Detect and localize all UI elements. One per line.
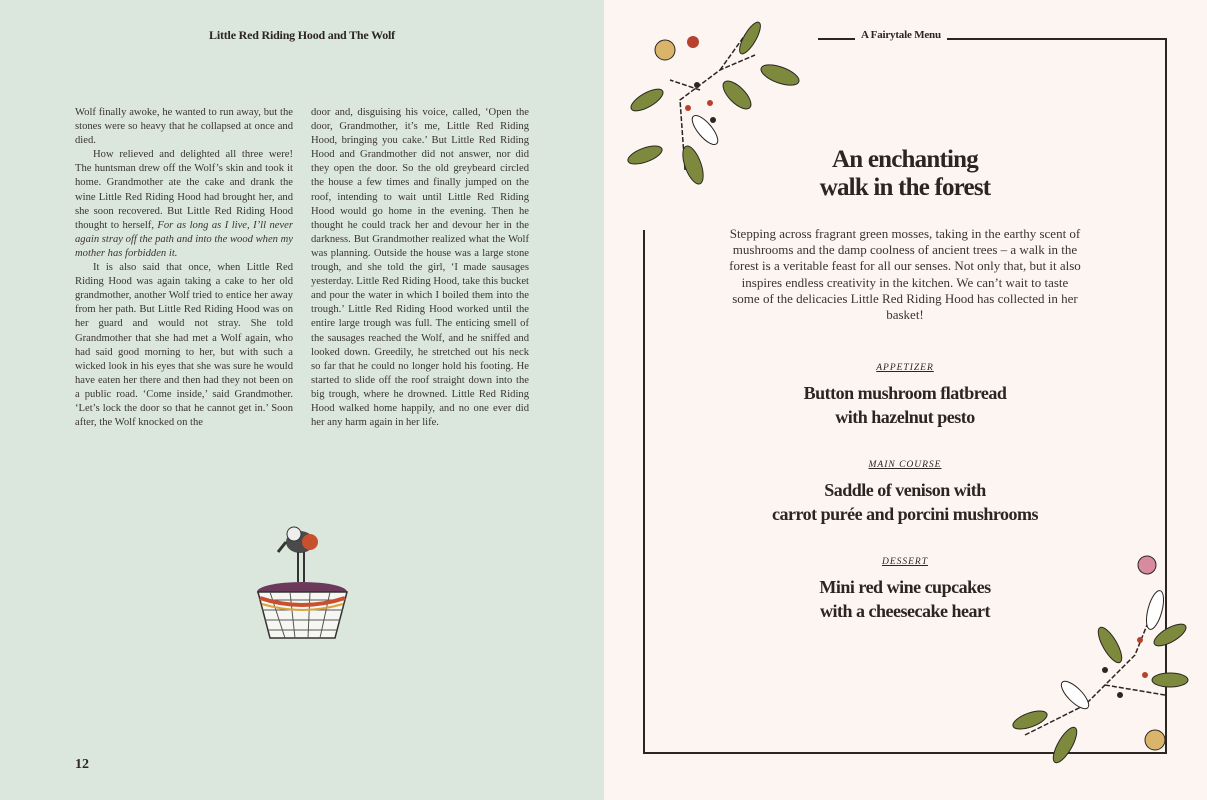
intro-text: Stepping across fragrant green mosses, taking in the earthy scent of mushrooms and the damp coolness of ancient trees – a walk in the forest is a veritable feast for all our senses. Not only that, but it also inspires endless creativity in the kitchen. We can’t wait to taste some of the delicacies Little Red Riding Hood has collected in her basket!	[729, 226, 1081, 323]
text-column-1	[75, 106, 293, 430]
page-title	[705, 146, 1105, 202]
paragraph	[75, 148, 293, 261]
paragraph: It is also said that once, when Little Red Riding Hood was again taking a cake to her old grandmother, another Wolf tried to entice her away from her path. But Little Red Riding Hood was on her guard and would not stray. She told Grandmother that she had met a Wolf again, who had said good morning to her, but with such a wicked look in his eyes that she was sure he would have eaten her there and then had they not been on a public road. ‘Come inside,’ said Grandmother. ‘Let’s lock the door so that he cannot get in.’ Soon after, the Wolf knocked on the	[75, 262, 293, 429]
page-number: 12	[75, 757, 89, 772]
paragraph: door and, disguising his voice, called, ‘Open the door, Grandmother, it’s me, Little Red Riding Hood, bringing you cake.’ But Little Red Riding Hood and Grandmother did not answer, nor did they open the door. So the old greybeard circled the house a few times and finally jumped on the roof, intending to wait until Little Red Riding Hood would go home in the evening. Then he thought he could track her and devour her in the darkness. But Grandmother realized what the Wolf was planning. Outside the house was a large stone trough, and she told the girl, ‘I made sausages yesterday. Little Red Riding Hood, take this bucket and pour the water in which I boiled them into the trough.’ Little Red Riding Hood worked until the entire large trough was full. The enticing smell of the sausages reached the Wolf, and he sniffed and looked down. Greedily, he stretched out his neck so far that he could no longer hold his footing. He started to slide off the roof straight down into the big trough, where he drowned. Little Red Riding Hood walked home happily, and no one ever did her any harm again in her life.	[311, 107, 529, 429]
italic-text: For as long as I live, I’ll never again stray off the path and into the wood when my mother has forbidden it.	[75, 219, 293, 259]
leaf-branch-illustration-bottom	[1005, 545, 1195, 775]
course-label: APPETIZER	[876, 363, 934, 373]
title-line: walk in the forest	[819, 174, 991, 201]
course-main	[705, 460, 1105, 526]
dish-name	[705, 478, 1105, 526]
title-line: An enchanting	[832, 146, 978, 173]
dish-line: with hazelnut pesto	[835, 407, 975, 427]
paragraph: Wolf finally awoke, he wanted to run away, but the stones were so heavy that he collapsed at once and died.	[75, 107, 293, 147]
text-column-2	[311, 106, 529, 430]
course-label: MAIN COURSE	[868, 460, 942, 470]
dish-line: with a cheesecake heart	[820, 601, 990, 621]
dish-line: carrot purée and porcini mushrooms	[771, 504, 1038, 524]
dish-name	[705, 381, 1105, 429]
frame-border-left	[643, 230, 645, 752]
dish-line: Button mushroom flatbread	[803, 383, 1007, 403]
bird-basket-illustration	[250, 520, 355, 645]
running-head: Little Red Riding Hood and The Wolf	[209, 28, 395, 42]
paragraph-text: How relieved and delighted all three were! The huntsman drew off the Wolf’s skin and took it home. Grandmother ate the cake and drank the wine Little Red Riding Hood had brought her, and she soon recovered. But Little Red Riding Hood thought to herself,	[75, 149, 293, 231]
course-appetizer	[705, 363, 1105, 429]
course-label: DESSERT	[881, 557, 929, 567]
dish-line: Mini red wine cupcakes	[819, 577, 991, 597]
menu-label: A Fairytale Menu	[855, 29, 947, 41]
dish-line: Saddle of venison with	[824, 480, 986, 500]
